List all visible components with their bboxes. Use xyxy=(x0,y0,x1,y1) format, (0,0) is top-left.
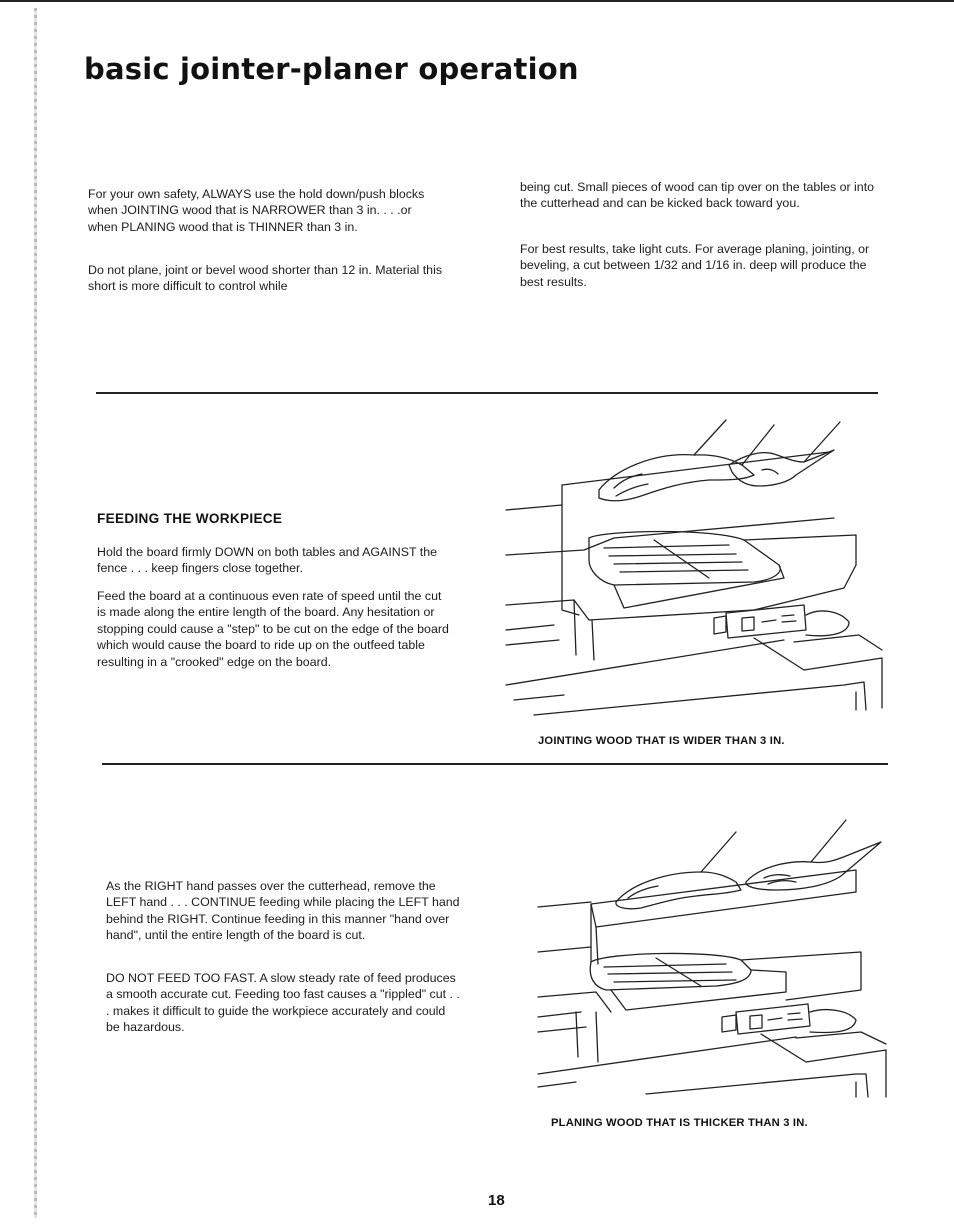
planing-figure-caption: PLANING WOOD THAT IS THICKER THAN 3 IN. xyxy=(551,1117,808,1129)
hand-over-hand-paragraph: As the RIGHT hand passes over the cutterhead, remove the LEFT hand . . . CONTINUE feeding while placing the LEFT hand behind the RIGHT. Continue feeding in this manner "hand over hand", until the entire length of the board is cut. xyxy=(106,879,460,943)
feed-rate-warning-paragraph: DO NOT FEED TOO FAST. A slow steady rate of feed produces a smooth accurate cut. Feeding too fast causes a "rippled" cut . . . makes it difficult to guide the workpiece accurately and could be hazardous. xyxy=(106,971,460,1035)
intro-length-paragraph: Do not plane, joint or bevel wood shorter than 12 in. Material this short is more difficult to control while xyxy=(88,263,443,294)
page-top-rule xyxy=(0,0,954,2)
jointing-figure-caption: JOINTING WOOD THAT IS WIDER THAN 3 IN. xyxy=(538,735,785,747)
page-number: 18 xyxy=(488,1192,505,1209)
page-title: basic jointer-planer operation xyxy=(84,52,579,86)
feeding-hold-paragraph: Hold the board firmly DOWN on both tables and AGAINST the fence . . . keep fingers close together. xyxy=(97,545,437,576)
section-divider-1 xyxy=(96,392,878,394)
jointing-figure xyxy=(504,410,884,720)
feeding-heading: FEEDING THE WORKPIECE xyxy=(97,511,283,526)
intro-safety-paragraph: For your own safety, ALWAYS use the hold down/push blocks when JOINTING wood that is NARROWER than 3 in. . . .or when PLANING wood that is THINNER than 3 in. xyxy=(88,187,425,234)
intro-light-cuts-paragraph: For best results, take light cuts. For average planing, jointing, or beveling, a cut between 1/32 and 1/16 in. deep will produce the best results. xyxy=(520,242,870,289)
feeding-rate-paragraph: Feed the board at a continuous even rate of speed until the cut is made along the entire length of the board. Any hesitation or stopping could cause a "step" to be cut on the edge of the board which would cause the board to ride up on the outfeed table resulting in a "crooked" edge on the board. xyxy=(97,589,449,669)
section-divider-2 xyxy=(102,763,888,765)
scan-edge xyxy=(34,8,37,1218)
planing-figure xyxy=(536,812,892,1102)
intro-tip-over-paragraph: being cut. Small pieces of wood can tip over on the tables or into the cutterhead and can be kicked back toward you. xyxy=(520,180,875,211)
